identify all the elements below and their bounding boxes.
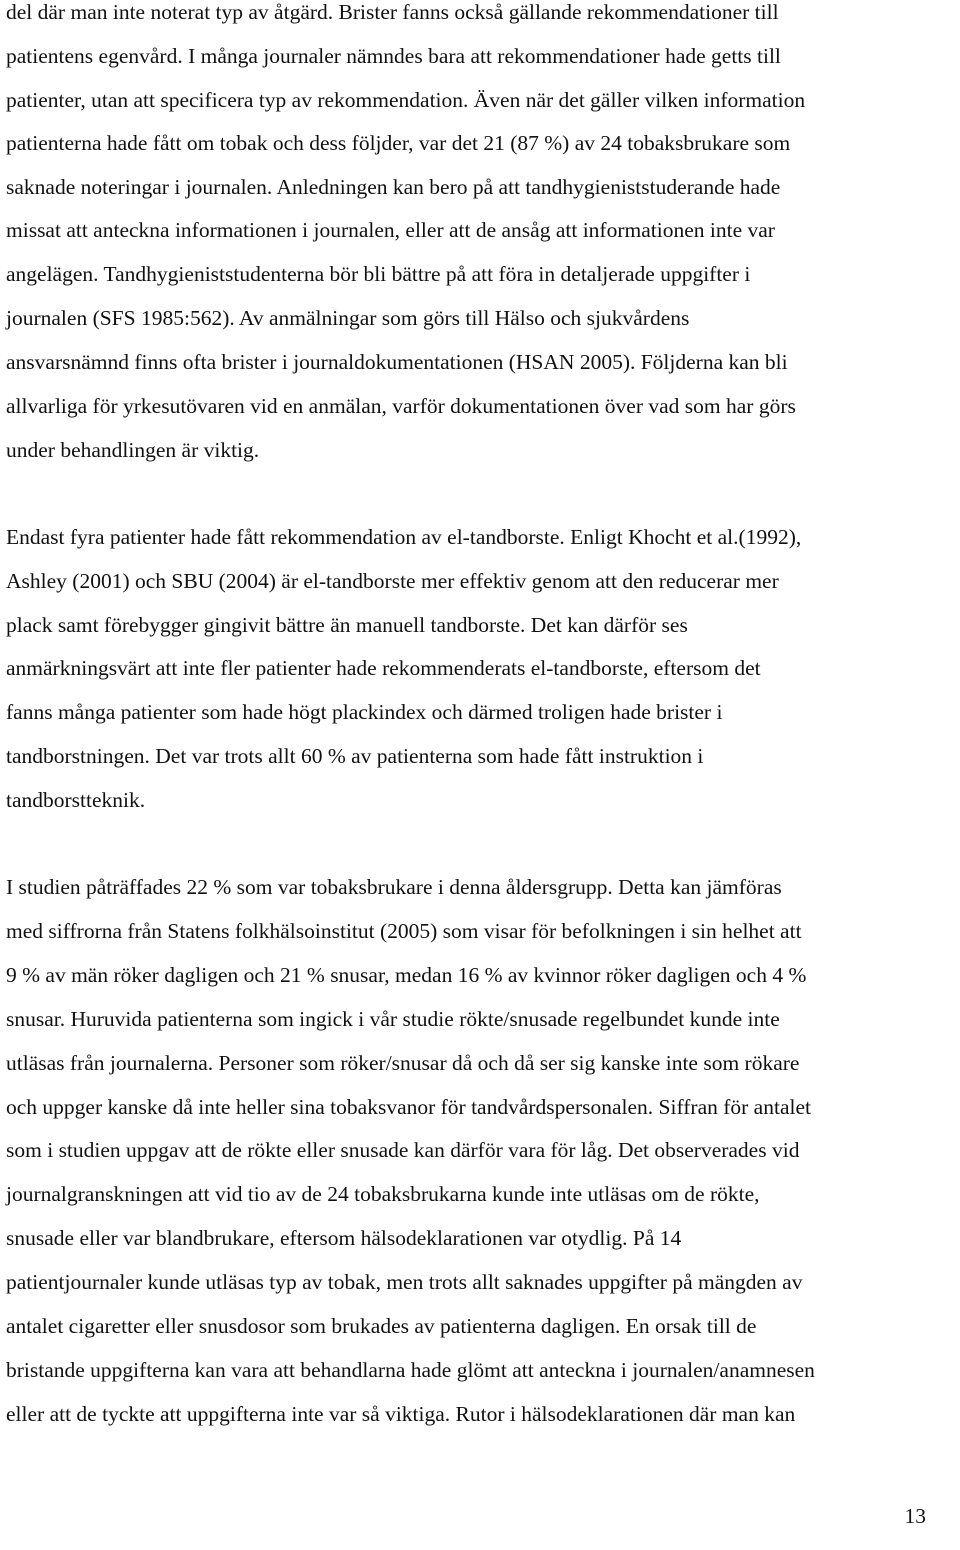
text-line: tandborstningen. Det var trots allt 60 % av patienterna som hade fått instruktion i bbox=[6, 744, 704, 768]
text-line: ansvarsnämnd finns ofta brister i journaldokumentationen (HSAN 2005). Följderna kan bli bbox=[6, 350, 788, 374]
text-line: journalgranskningen att vid tio av de 24 tobaksbrukarna kunde inte utläsas om de rökte, bbox=[6, 1182, 760, 1206]
text-line: snusar. Huruvida patienterna som ingick i vår studie rökte/snusade regelbundet kunde inte bbox=[6, 1007, 780, 1031]
text-line: patienter, utan att specificera typ av rekommendation. Även när det gäller vilken information bbox=[6, 88, 806, 112]
text-line: journalen (SFS 1985:562). Av anmälningar som görs till Hälso och sjukvårdens bbox=[6, 306, 690, 330]
text-line: eller att de tyckte att uppgifterna inte var så viktiga. Rutor i hälsodeklarationen där man kan bbox=[6, 1402, 796, 1426]
text-line: patientjournaler kunde utläsas typ av tobak, men trots allt saknades uppgifter på mängden av bbox=[6, 1270, 803, 1294]
text-line: missat att anteckna informationen i journalen, eller att de ansåg att informationen inte var bbox=[6, 218, 775, 242]
text-line: 9 % av män röker dagligen och 21 % snusar, medan 16 % av kvinnor röker dagligen och 4 % bbox=[6, 963, 807, 987]
text-line: bristande uppgifterna kan vara att behandlarna hade glömt att anteckna i journalen/anamnesen bbox=[6, 1358, 815, 1382]
text-line: plack samt förebygger gingivit bättre än manuell tandborste. Det kan därför ses bbox=[6, 613, 688, 637]
text-line: patienterna hade fått om tobak och dess följder, var det 21 (87 %) av 24 tobaksbrukare som bbox=[6, 131, 791, 155]
text-line: antalet cigaretter eller snusdosor som brukades av patienterna dagligen. En orsak till de bbox=[6, 1314, 757, 1338]
text-line: I studien påträffades 22 % som var tobaksbrukare i denna åldersgrupp. Detta kan jämföras bbox=[6, 875, 782, 899]
page-number: 13 bbox=[904, 1504, 926, 1528]
text-line: Endast fyra patienter hade fått rekommendation av el-tandborste. Enligt Khocht et al.(1992), bbox=[6, 525, 802, 549]
text-line: allvarliga för yrkesutövaren vid en anmälan, varför dokumentationen över vad som har görs bbox=[6, 394, 796, 418]
text-line: och uppger kanske då inte heller sina tobaksvanor för tandvårdspersonalen. Siffran för antalet bbox=[6, 1095, 811, 1119]
text-line: angelägen. Tandhygieniststudenterna bör bli bättre på att föra in detaljerade uppgifter i bbox=[6, 262, 751, 286]
text-line: del där man inte noterat typ av åtgärd. Brister fanns också gällande rekommendationer till bbox=[6, 0, 779, 24]
text-line: Ashley (2001) och SBU (2004) är el-tandborste mer effektiv genom att den reducerar mer bbox=[6, 569, 779, 593]
text-line: tandborstteknik. bbox=[6, 788, 146, 812]
text-line: snusade eller var blandbrukare, eftersom hälsodeklarationen var otydlig. På 14 bbox=[6, 1226, 682, 1250]
text-line: under behandlingen är viktig. bbox=[6, 438, 260, 462]
text-line: patientens egenvård. I många journaler nämndes bara att rekommendationer hade getts till bbox=[6, 44, 781, 68]
text-line: anmärkningsvärt att inte fler patienter hade rekommenderats el-tandborste, eftersom det bbox=[6, 656, 761, 680]
text-line: med siffrorna från Statens folkhälsoinstitut (2005) som visar för befolkningen i sin helhet att bbox=[6, 919, 802, 943]
text-line: som i studien uppgav att de rökte eller snusade kan därför vara för låg. Det observerades vid bbox=[6, 1138, 800, 1162]
text-line: fanns många patienter som hade högt plackindex och därmed troligen hade brister i bbox=[6, 700, 723, 724]
text-line: saknade noteringar i journalen. Anledningen kan bero på att tandhygieniststuderande hade bbox=[6, 175, 781, 199]
text-line: utläsas från journalerna. Personer som röker/snusar då och då ser sig kanske inte som rökare bbox=[6, 1051, 800, 1075]
